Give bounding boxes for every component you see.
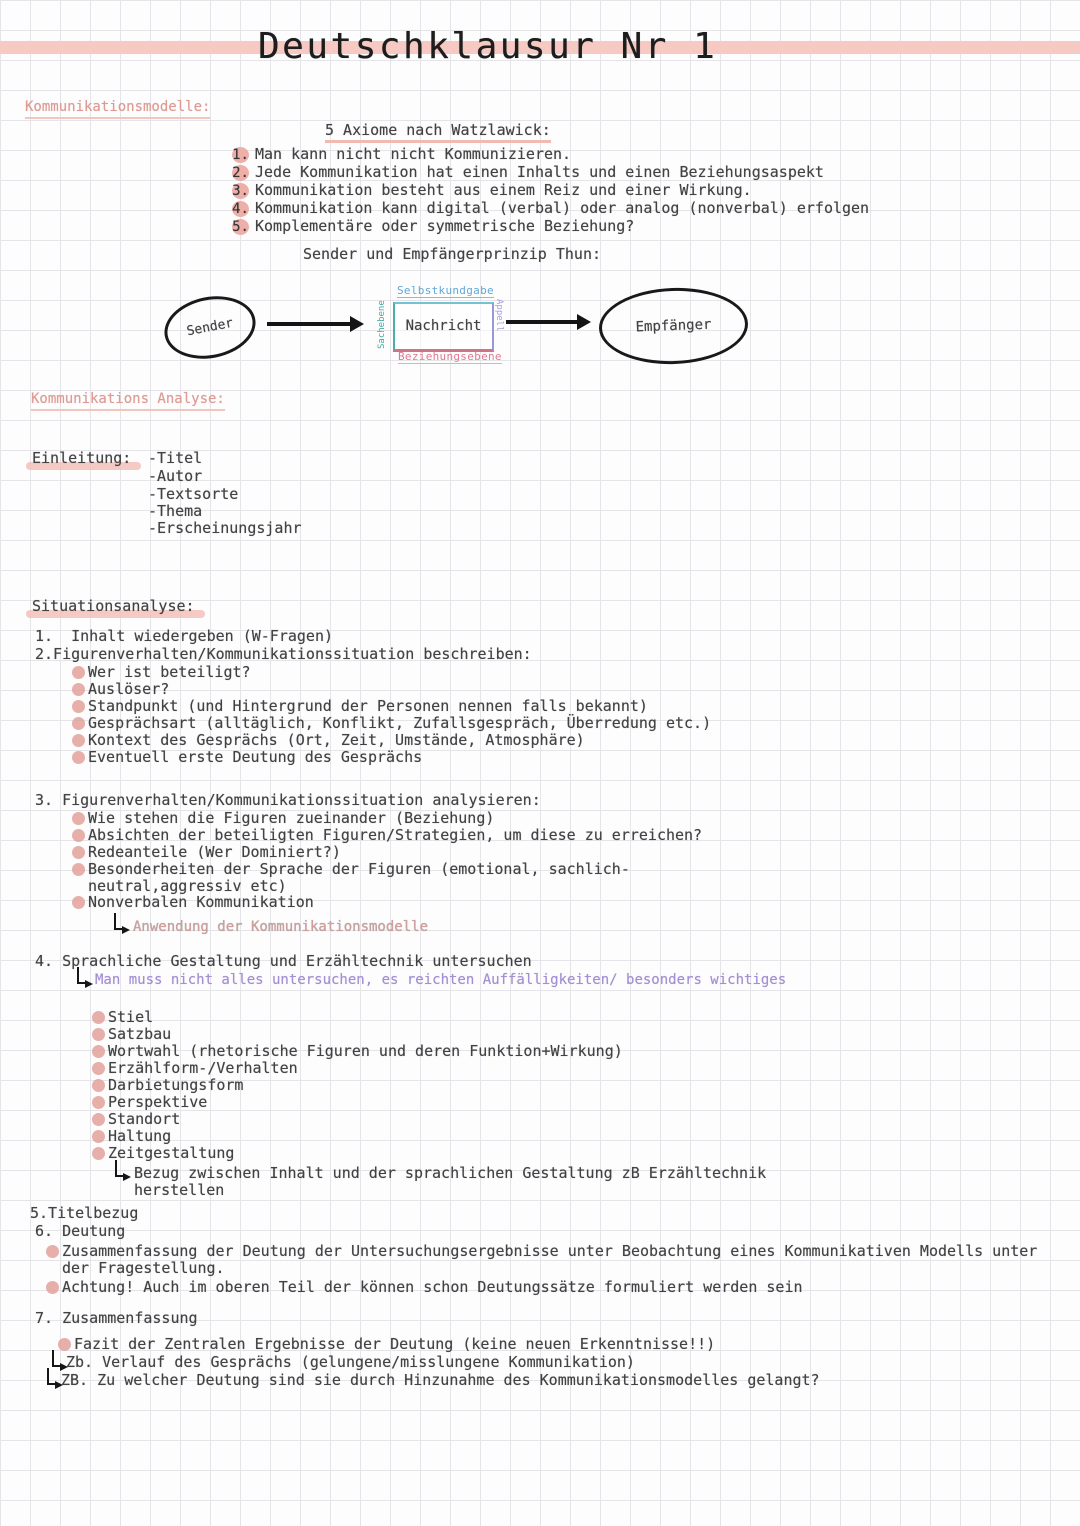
bullet-dot-icon <box>72 896 85 909</box>
receiver-label: Empfänger <box>635 316 712 335</box>
return-arrow-icon <box>47 1368 59 1385</box>
bullet-dot-icon <box>72 751 85 764</box>
bullet-text: Haltung <box>108 1127 172 1145</box>
bullet-dot-icon <box>72 812 85 825</box>
section-heading-kommunikationsmodelle: Kommunikationsmodelle: <box>25 99 210 119</box>
sender-ellipse <box>159 289 261 366</box>
list-item <box>46 1279 803 1296</box>
arrow-right-icon <box>267 322 359 326</box>
bullet-dot-icon <box>92 1113 105 1126</box>
step-7-arrow-note: ZB. Zu welcher Deutung sind sie durch Hinzunahme des Kommunikationsmodelles gelangt? <box>61 1371 820 1389</box>
bullet-text: Zusammenfassung der Deutung der Untersuchungsergebnisse unter Beobachtung eines Kommunikativen Modells unter der Fragestellung. <box>62 1242 1038 1277</box>
bullet-dot-icon <box>72 700 85 713</box>
message-side-top-label: Selbstkundgabe <box>397 284 494 297</box>
step-4-note: Man muss nicht alles untersuchen, es reichten Auffälligkeiten/ besonders wichtiges <box>95 972 787 988</box>
bullet-text: Erzählform-/Verhalten <box>108 1059 298 1077</box>
list-item <box>92 1009 153 1026</box>
step-6-heading: 6. Deutung <box>35 1222 126 1240</box>
list-item <box>72 810 494 827</box>
bullet-dot-icon <box>72 846 85 859</box>
bullet-text: Stiel <box>108 1008 154 1026</box>
bullet-text: Achtung! Auch im oberen Teil der können schon Deutungssätze formuliert werden sein <box>62 1278 803 1296</box>
list-item <box>92 1077 243 1094</box>
bullet-text: Wie stehen die Figuren zueinander (Beziehung) <box>88 809 495 827</box>
diagram-caption: Sender und Empfängerprinzip Thun: <box>303 245 602 263</box>
bullet-text: Besonderheiten der Sprache der Figuren (emotional, sachlich-neutral,aggressiv etc) <box>88 860 630 895</box>
axiom-item <box>232 182 752 199</box>
bullet-text: Kontext des Gesprächs (Ort, Zeit, Umstände, Atmosphäre) <box>88 731 585 749</box>
bullet-dot-icon <box>92 1130 105 1143</box>
list-item <box>72 861 668 895</box>
list-item <box>58 1336 715 1353</box>
axiom-text: Man kann nicht nicht Kommunizieren. <box>255 145 572 163</box>
list-item: -Erscheinungsjahr <box>148 519 302 537</box>
step-2-heading: 2.Figurenverhalten/Kommunikationssituation beschreiben: <box>35 645 532 663</box>
axiom-number: 4. <box>232 201 249 217</box>
bullet-text: Standpunkt (und Hintergrund der Personen nennen falls bekannt) <box>88 697 648 715</box>
axiom-number: 2. <box>232 165 249 181</box>
bullet-dot-icon <box>72 683 85 696</box>
axiom-text: Kommunikation besteht aus einem Reiz und einer Wirkung. <box>255 181 752 199</box>
return-arrow-icon <box>77 967 89 984</box>
return-arrow-icon <box>115 1160 127 1177</box>
bullet-text: Eventuell erste Deutung des Gesprächs <box>88 748 423 766</box>
list-item: -Titel <box>148 449 203 467</box>
einleitung-heading: Einleitung: <box>32 449 132 467</box>
axiom-text: Kommunikation kann digital (verbal) oder analog (nonverbal) erfolgen <box>255 199 870 217</box>
bullet-text: Satzbau <box>108 1025 172 1043</box>
page-title: Deutschklausur Nr 1 <box>258 26 718 67</box>
section-heading-analyse: Kommunikations Analyse: <box>31 391 225 411</box>
situationsanalyse-heading: Situationsanalyse: <box>32 597 195 615</box>
bullet-dot-icon <box>92 1028 105 1041</box>
axiome-heading: 5 Axiome nach Watzlawick: <box>325 122 551 143</box>
return-arrow-icon <box>52 1350 64 1367</box>
bullet-text: Perspektive <box>108 1093 208 1111</box>
list-item: -Thema <box>148 502 203 520</box>
bullet-text: Auslöser? <box>88 680 170 698</box>
list-item <box>92 1026 171 1043</box>
message-side-right-label: Appell <box>494 299 504 332</box>
list-item <box>92 1111 180 1128</box>
axiom-number: 5. <box>232 219 249 235</box>
step-4-note2: Bezug zwischen Inhalt und der sprachlichen Gestaltung zB Erzähltechnik herstellen <box>134 1164 767 1199</box>
list-item <box>72 681 169 698</box>
list-item: -Textsorte <box>148 485 239 503</box>
bullet-text: Redeanteile (Wer Dominiert?) <box>88 843 341 861</box>
list-item <box>72 664 251 681</box>
axiom-text: Komplementäre oder symmetrische Beziehung? <box>255 217 635 235</box>
bullet-dot-icon <box>92 1147 105 1160</box>
return-arrow-icon <box>114 913 126 930</box>
list-item <box>72 844 341 861</box>
bullet-text: Wortwahl (rhetorische Figuren und deren Funktion+Wirkung) <box>108 1042 623 1060</box>
axiom-item <box>232 200 869 217</box>
axiom-number: 1. <box>232 147 249 163</box>
list-item <box>92 1128 171 1145</box>
bullet-dot-icon <box>72 666 85 679</box>
arrow-right-icon <box>506 320 586 324</box>
bullet-dot-icon <box>92 1045 105 1058</box>
list-item <box>92 1060 298 1077</box>
bullet-text: Gesprächsart (alltäglich, Konflikt, Zufallsgespräch, Überredung etc.) <box>88 714 712 732</box>
message-side-bottom-label: Beziehungsebene <box>398 350 502 363</box>
list-item <box>92 1094 207 1111</box>
step-5: 5.Titelbezug <box>30 1204 139 1222</box>
bullet-dot-icon <box>72 717 85 730</box>
list-item <box>72 732 585 749</box>
list-item <box>72 715 711 732</box>
bullet-dot-icon <box>92 1062 105 1075</box>
list-item <box>72 894 314 911</box>
bullet-dot-icon <box>72 829 85 842</box>
axiom-item <box>232 164 824 181</box>
list-item: -Autor <box>148 467 203 485</box>
bullet-text: Fazit der Zentralen Ergebnisse der Deutung (keine neuen Erkenntnisse!!) <box>74 1335 716 1353</box>
bullet-dot-icon <box>72 863 85 876</box>
message-label: Nachricht <box>405 318 482 334</box>
axiom-text: Jede Kommunikation hat einen Inhalts und einen Beziehungsaspekt <box>255 163 824 181</box>
bullet-text: Zeitgestaltung <box>108 1144 235 1162</box>
bullet-dot-icon <box>92 1079 105 1092</box>
bullet-text: Standort <box>108 1110 181 1128</box>
bullet-text: Wer ist beteiligt? <box>88 663 251 681</box>
bullet-dot-icon <box>46 1281 59 1294</box>
list-item <box>72 749 422 766</box>
step-7-arrow-note: Zb. Verlauf des Gesprächs (gelungene/misslungene Kommunikation) <box>66 1353 635 1371</box>
list-item <box>92 1043 623 1060</box>
step-1: 1. Inhalt wiedergeben (W-Fragen) <box>35 627 334 645</box>
message-box <box>393 302 494 352</box>
list-item <box>72 827 702 844</box>
receiver-ellipse <box>598 285 750 366</box>
step-4-heading: 4. Sprachliche Gestaltung und Erzähltechnik untersuchen <box>35 952 532 970</box>
bullet-text: Darbietungsform <box>108 1076 244 1094</box>
sender-label: Sender <box>185 315 235 340</box>
bullet-dot-icon <box>92 1096 105 1109</box>
bullet-text: Absichten der beteiligten Figuren/Strategien, um diese zu erreichen? <box>88 826 703 844</box>
bullet-text: Nonverbalen Kommunikation <box>88 893 314 911</box>
bullet-dot-icon <box>92 1011 105 1024</box>
step-3-note: Anwendung der Kommunikationsmodelle <box>133 919 429 935</box>
axiom-item <box>232 218 634 235</box>
step-3-heading: 3. Figurenverhalten/Kommunikationssituation analysieren: <box>35 791 541 809</box>
bullet-dot-icon <box>72 734 85 747</box>
axiom-item <box>232 146 571 163</box>
step-7-heading: 7. Zusammenfassung <box>35 1309 198 1327</box>
list-item <box>46 1243 1057 1277</box>
list-item <box>92 1145 234 1162</box>
list-item <box>72 698 648 715</box>
message-side-left-label: Sachebene <box>377 300 387 349</box>
bullet-dot-icon <box>46 1245 59 1258</box>
axiom-number: 3. <box>232 183 249 199</box>
